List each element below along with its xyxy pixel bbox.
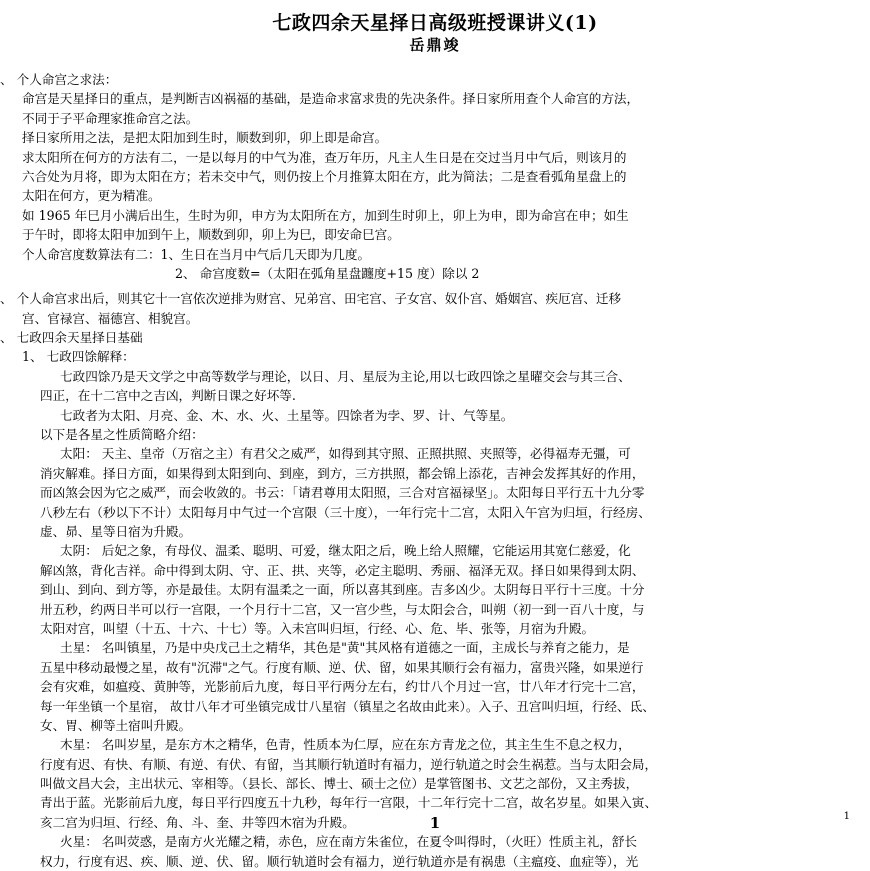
section-heading: 、 七政四余天星择日基础 — [0, 330, 143, 346]
corner-page-number: 1 — [843, 811, 850, 822]
paragraph-line: 求太阳所在何方的方法有二，一是以每月的中气为准，查万年历，凡主人生日是在交过当月中气后，则该月的 — [22, 149, 627, 165]
paragraph-line: 择日家所用之法，是把太阳加到生时，顺数到卯，卯上即是命宫。 — [22, 130, 388, 146]
paragraph-line: 于午时，即将太阳申加到午上，顺数到卯，卯上为巳，即安命巳宫。 — [22, 227, 400, 243]
author-name: 岳鼎竣 — [409, 36, 461, 54]
paragraph-line: 消灾解难。择日方面，如果得到太阳到向、到座，到方，三方拱照，都会锦上添花，吉神会发挥其好的作用， — [40, 465, 645, 481]
paragraph-line: 太阳： 天主、皇帝（万宿之主）有君父之威严，如得到其守照、正照拱照、夹照等，必得福寿无彊，可 — [60, 446, 631, 462]
paragraph-line: 以下是各星之性质简略介绍： — [40, 427, 204, 443]
section-heading: 、 个人命宫之求法： — [0, 72, 118, 87]
formula-line: 2、 命宫度数=（太阳在弧角星盘躔度+15 度）除以 2 — [175, 265, 480, 281]
paragraph-line: 不同于子平命理家推命宫之法。 — [22, 110, 199, 126]
paragraph-line: 八秒左右（秒以下不计）太阳每月中气过一个宫限（三十度），一年行完十二宫，太阳入午宫为归垣，行经房、 — [40, 504, 651, 520]
paragraph-line: 解凶煞，背化吉祥。命中得到太阴、守、正、拱、夹等，必定主聪明、秀丽、福泽无双。择日如果得到太阴、 — [40, 562, 645, 578]
paragraph-line: 个人命宫度数算法有二：1、生日在当月中气后几天即为几度。 — [22, 246, 371, 262]
paragraph-line: 权力，行度有迟、疾、顺、逆、伏、留。顺行轨道时会有福力，逆行轨道亦是有祸患（主瘟疫、血症等），光 — [40, 853, 639, 869]
paragraph-line: 太阴： 后妃之象，有母仪、温柔、聪明、可爱，继太阳之后，晚上给人照耀，它能运用其宽仁慈爱，化 — [60, 543, 631, 559]
section-heading: 、 个人命宫求出后，则其它十一宫依次逆排为财宫、兄弟宫、田宅宫、子女宫、奴仆宫、婚姻宫、疾厄宫、迁移 — [0, 291, 622, 307]
document-body — [0, 70, 870, 871]
paragraph-line: 七政四馀乃是天文学之中高等数学与理论，以日、月、星辰为主论,用以七政四馀之星曜交会与其三合、 — [60, 368, 631, 384]
paragraph-line: 七政者为太阳、月亮、金、木、水、火、土星等。四馀者为孛、罗、计、气等星。 — [60, 407, 514, 423]
paragraph-line: 太阳对宫，叫望（十五、十六、十七）等。入未宫叫归垣，行经、心、危、毕、张等，月宿为升殿。 — [40, 620, 595, 636]
paragraph-line: 女、胃、柳等土宿叫升殿。 — [40, 717, 192, 733]
paragraph-line: 而凶煞会因为它之威严，而会收敛的。书云：「请君尊用太阳照，三合对宫福禄坚」。太阳每日平行五十九分零 — [40, 485, 645, 501]
paragraph-line: 土星： 名叫镇星，乃是中央戊己土之精华，其色是"黄"其风格有道德之一面，主成长与养育之能力，是 — [60, 640, 630, 656]
paragraph-line: 命宫是天星择日的重点，是判断吉凶祸福的基础，是造命求富求贵的先决条件。择日家所用查个人命宫的方法， — [22, 91, 640, 107]
paragraph-line: 虚、昴、星等日宿为升殿。 — [40, 523, 192, 539]
page-number: 1 — [429, 814, 441, 832]
paragraph-line: 六合处为月将，即为太阳在方；若未交中气，则仍按上个月推算太阳在方，此为简法；二是查看弧角星盘上的 — [22, 168, 627, 184]
paragraph-line: 卅五秒，约两日半可以行一宫限，一个月行十二宫，又一宫少些，与太阳会合，叫朔（初一到一百八十度，与 — [40, 601, 645, 617]
subsection-heading: 1、 七政四馀解释： — [22, 349, 135, 365]
paragraph-line: 亥二宫为归垣、行经、角、斗、奎、井等四木宿为升殿。 — [40, 814, 355, 830]
paragraph-line: 叫做文昌大会，主出状元、宰相等。（县长、部长、博士、硕士之位）是掌管图书、文艺之部份，又主秀拔， — [40, 776, 639, 792]
paragraph-line: 太阳在何方，更为精准。 — [22, 188, 161, 204]
document-title: 七政四余天星择日高级班授课讲义(1) — [272, 12, 598, 34]
paragraph-line: 每一年坐镇一个星宿， 故廿八年才可坐镇完成廿八星宿（镇星之名故由此来）。入子、丑宫叫归垣，行经、氐、 — [40, 698, 655, 714]
paragraph-line: 行度有迟、有快、有顺、有逆、有伏、有留，当其顺行轨道时有福力，逆行轨道之时会生祸惹。当与太阳会局， — [40, 756, 658, 772]
paragraph-line: 到山、到向、到方等，亦是最佳。太阴有温柔之一面，所以喜其到座。吉多凶少。太阴每日平行十三度。十分 — [40, 582, 645, 598]
paragraph-line: 火星： 名叫荧惑，是南方火光耀之精，赤色，应在南方朱雀位，在夏令叫得时，（火旺）性质主礼，舒长 — [60, 834, 638, 850]
paragraph-line: 青出于蓝。光影前后九度，每日平行四度五十九秒，每年行一宫限，十二年行完十二宫，故名岁星。如果入寅、 — [40, 795, 658, 811]
paragraph-line: 木星： 名叫岁星，是东方木之精华，色青，性质本为仁厚，应在东方青龙之位，其主生生不息之权力， — [60, 737, 631, 753]
paragraph-line: 会有灾难，如瘟疫、黄肿等，光影前后九度，每日平行两分左右，约廿八个月过一宫，廿八年才行完十二宫， — [40, 679, 645, 695]
paragraph-line: 如 1965 年巳月小满后出生，生时为卯，申方为太阳所在方，加到生时卯上，卯上为申，即为命宫在申；如生 — [22, 207, 629, 223]
paragraph-line: 四正，在十二宫中之吉凶，判断日课之好坏等. — [40, 388, 296, 404]
paragraph-line: 五星中移动最慢之星，故有"沉滞"之气。行度有顺、逆、伏、留，如果其顺行会有福力，富贵兴隆，如果逆行 — [40, 659, 644, 675]
paragraph-line: 宫、官禄宫、福德宫、相貌宫。 — [22, 310, 199, 326]
